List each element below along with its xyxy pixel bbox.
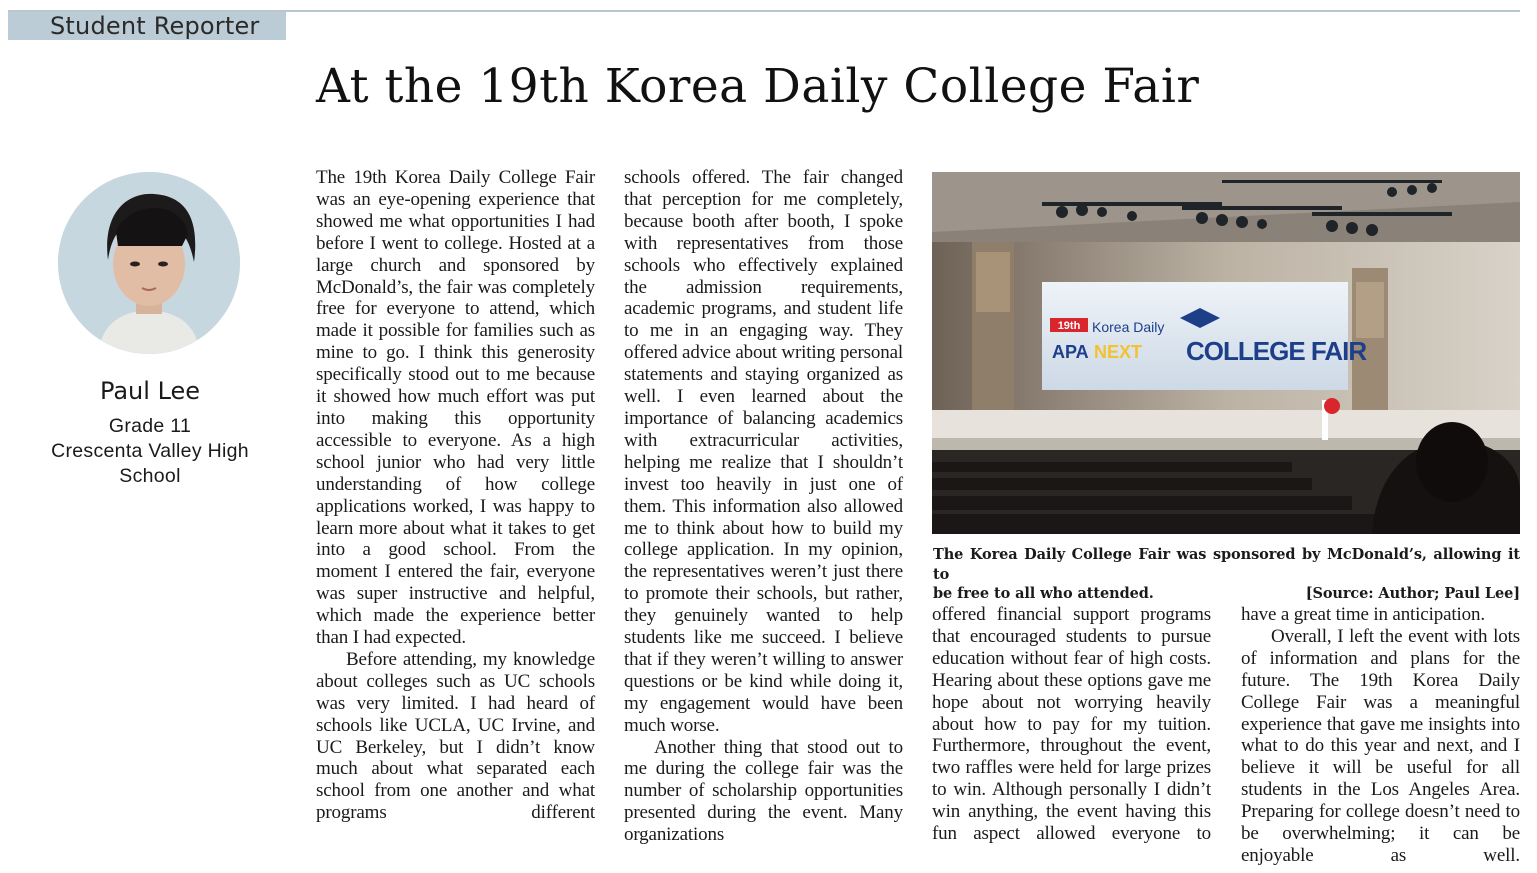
caption-source: [Source: Author; Paul Lee] bbox=[1305, 585, 1520, 602]
caption-line-1: The Korea Daily College Fair was sponsored by McDonald’s, allowing it to bbox=[933, 546, 1520, 583]
article-column-4 bbox=[1241, 604, 1520, 869]
headline: At the 19th Korea Daily College Fair bbox=[316, 59, 1200, 114]
article-paragraph: Another thing that stood out to me during the college fair was the number of scholarship opportunities presented during the event. Many organizations bbox=[624, 736, 903, 846]
author-photo bbox=[58, 172, 240, 354]
caption-row bbox=[933, 584, 1520, 604]
screen-sponsor: APA bbox=[1052, 342, 1089, 362]
article-column-2 bbox=[624, 167, 903, 869]
article-column-1 bbox=[316, 167, 595, 869]
screen-badge: 19th bbox=[1057, 320, 1081, 332]
author-name: Paul Lee bbox=[99, 377, 201, 405]
article-column-3 bbox=[932, 604, 1211, 869]
photo-caption bbox=[933, 545, 1520, 604]
event-photo bbox=[932, 172, 1520, 534]
author-school: Crescenta Valley High School bbox=[51, 440, 249, 487]
article-paragraph: schools offered. The fair changed that perception for me completely, because booth after booth, I spoke with representatives from those schools who effectively explained the admission requirements, academic programs, and student life to me in an engaging way. They offered advice about writing personal statements and staying organized as well. I even learned about the importance of balancing academics with extracurricular activities, helping me realize that I shouldn’t invest too heavily in just one of them. This information also allowed me to think about how to build my college application. In my opinion, the representatives weren’t just there to promote their schools, but rather, they genuinely wanted to help students like me succeed. I believe that if they weren’t willing to answer questions or be kind while doing it, my engagement would have been much worse. bbox=[624, 167, 903, 736]
author-grade: Grade 11 bbox=[108, 415, 192, 437]
article-paragraph: Before attending, my knowledge about colleges such as UC schools was very limited. I had heard of schools like UCLA, UC Irvine, and UC Berkeley, but I didn’t know much about what separated each school from one another and what programs different bbox=[316, 648, 595, 824]
author-portrait bbox=[58, 172, 240, 354]
auditorium-photo-graphic bbox=[932, 172, 1520, 534]
author-meta bbox=[34, 414, 266, 489]
screen-sponsor-accent: NEXT bbox=[1094, 342, 1143, 362]
caption-line-2: be free to all who attended. bbox=[933, 585, 1154, 602]
article-paragraph: The 19th Korea Daily College Fair was an eye-opening experience that showed me what opportunities I had before I went to college. Hosted at a large church and sponsored by McDonald’s, the fair was completely free for everyone to attend, which made it possible for families such as mine to go. I think this generosity specifically stood out to me because it showed how much effort was put into making this opportunity accessible to everyone. As a high school junior who had very little understanding of how college applications worked, I was happy to learn more about what it takes to get into a good school. From the moment I entered the fair, everyone was super instructive and helpful, which made the experience better than I had expected. bbox=[316, 167, 595, 649]
screen-title: COLLEGE FAIR bbox=[1186, 336, 1367, 366]
section-label: Student Reporter bbox=[8, 12, 286, 40]
screen-org: Korea Daily bbox=[1092, 319, 1165, 335]
article-paragraph: have a great time in anticipation. bbox=[1241, 604, 1485, 625]
article-paragraph: Overall, I left the event with lots of information and plans for the future. The 19th Korea Daily College Fair was a meaningful experience that gave me insights into what to do this year and next, and I believe it will be useful for all students in the Los Angeles Area. Preparing for college doesn’t need to be overwhelming; it can be enjoyable as well. bbox=[1241, 625, 1520, 866]
article-paragraph: offered financial support programs that encouraged students to pursue education without fear of high costs. Hearing about these options gave me hope about not worrying heavily about how to pay for my tuition. Furthermore, throughout the event, two raffles were held for large prizes to win. Although personally I didn’t win anything, the event having this fun aspect allowed everyone to bbox=[932, 604, 1211, 845]
